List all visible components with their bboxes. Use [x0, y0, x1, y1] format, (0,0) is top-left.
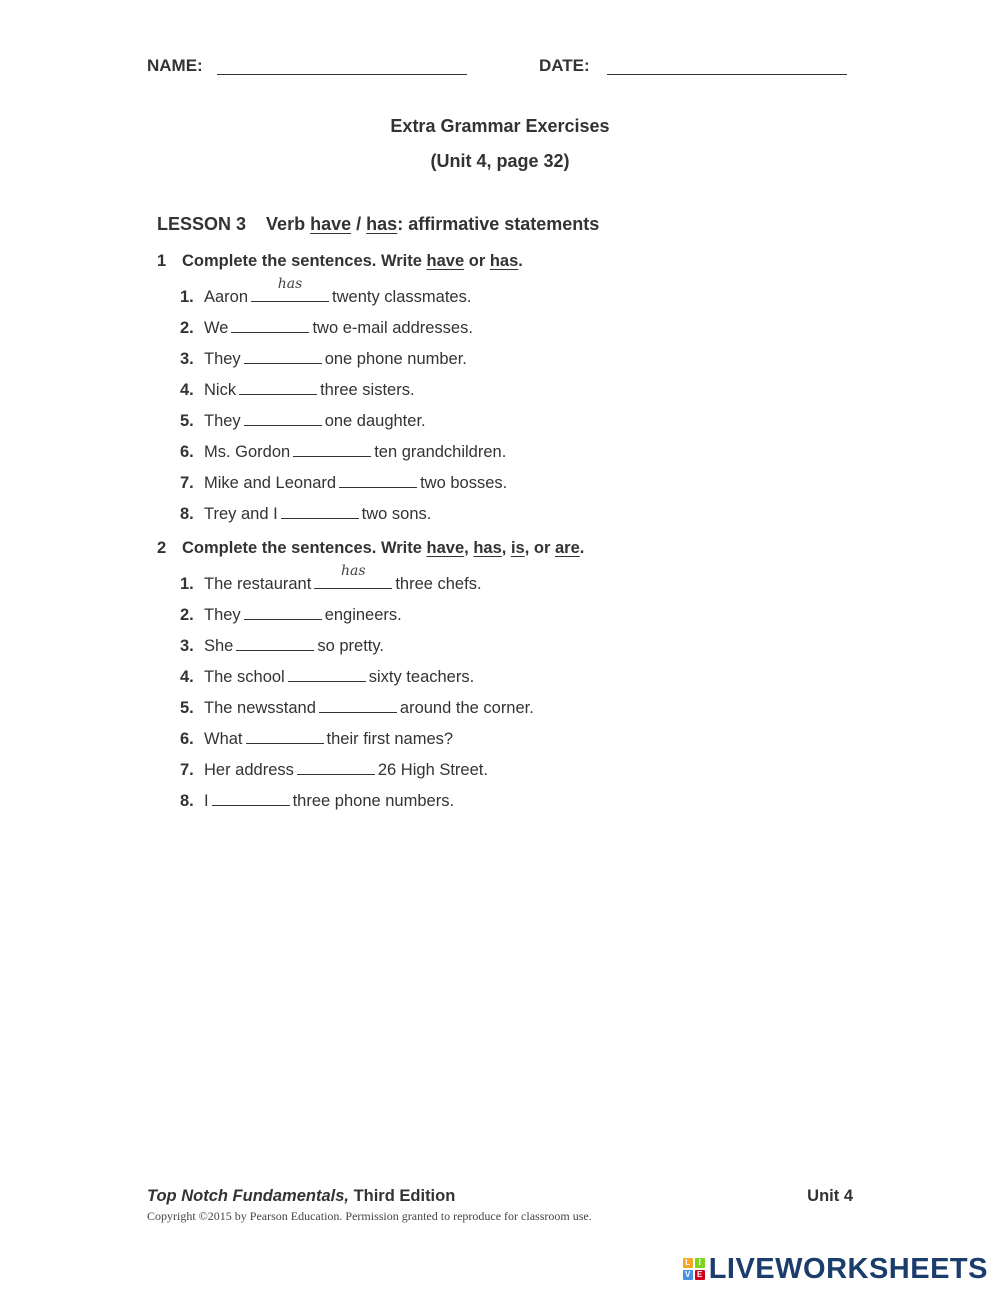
logo-mark-cell: L: [683, 1258, 693, 1268]
page-title: Extra Grammar Exercises: [390, 116, 610, 136]
logo-mark-cell: E: [695, 1270, 705, 1280]
book-title: Top Notch Fundamentals,: [147, 1187, 349, 1205]
item-text-after: ten grandchildren.: [374, 443, 507, 461]
handwritten-answer: has: [341, 563, 366, 579]
answer-blank[interactable]: [251, 276, 329, 302]
exercise-1-or: or: [468, 252, 486, 270]
logo-text: LIVEWORKSHEETS: [708, 1252, 988, 1285]
lesson-prefix: Verb: [266, 214, 306, 234]
answer-blank[interactable]: [239, 376, 317, 395]
handwritten-answer: has: [277, 276, 303, 292]
copyright-notice: Copyright ©2015 by Pearson Education. Permission granted to reproduce for classroom use.: [147, 1209, 592, 1223]
exercise-2-number: 2: [157, 539, 167, 557]
item-number: 2.: [180, 606, 194, 624]
exercise-2-item: [180, 694, 534, 718]
exercise-1-item: [180, 407, 426, 431]
exercise-2-comma: ,: [501, 539, 507, 557]
exercise-2-item: [180, 601, 402, 625]
item-text-after: twenty classmates.: [332, 288, 472, 306]
exercise-1-option-have: have: [426, 252, 465, 270]
item-number: 5.: [180, 412, 194, 430]
item-text-after: two bosses.: [420, 474, 508, 492]
item-number: 4.: [180, 381, 194, 399]
lesson-separator: /: [356, 214, 362, 234]
answer-blank[interactable]: [319, 694, 397, 713]
exercise-2-item: [180, 563, 482, 594]
exercise-1-item: [180, 345, 467, 369]
answer-blank[interactable]: [244, 345, 322, 364]
answer-blank[interactable]: [314, 563, 392, 589]
exercise-2-item: [180, 663, 474, 687]
exercise-1-item: [180, 469, 507, 493]
logo-mark-cell: V: [683, 1270, 693, 1280]
item-text-after: one phone number.: [324, 350, 467, 368]
item-text-after: three chefs.: [395, 575, 482, 593]
answer-blank[interactable]: [339, 469, 417, 488]
answer-blank[interactable]: [297, 756, 375, 775]
exercise-1-option-has: has: [489, 252, 519, 270]
item-text-before: I: [204, 792, 209, 810]
liveworksheets-logo: [683, 1252, 988, 1286]
exercise-1-item: [180, 314, 473, 338]
exercise-2-period: .: [579, 539, 585, 557]
item-text-after: 26 High Street.: [377, 761, 488, 779]
item-number: 3.: [180, 637, 194, 655]
item-number: 7.: [180, 474, 194, 492]
item-number: 6.: [180, 443, 194, 461]
item-number: 8.: [180, 792, 194, 810]
lesson-suffix: : affirmative statements: [397, 214, 600, 234]
exercise-2-item: [180, 787, 454, 811]
exercise-2-or: , or: [524, 539, 551, 557]
answer-blank[interactable]: [244, 407, 322, 426]
item-text-before: What: [204, 730, 243, 748]
item-number: 4.: [180, 668, 194, 686]
exercise-1-item: [180, 276, 472, 307]
item-number: 7.: [180, 761, 194, 779]
exercise-2-item: [180, 632, 384, 656]
exercise-1-item: [180, 438, 506, 462]
item-text-before: Nick: [204, 381, 237, 399]
footer-unit: Unit 4: [807, 1187, 853, 1205]
exercise-2-item: [180, 756, 488, 780]
item-text-after: sixty teachers.: [368, 668, 475, 686]
item-text-before: The school: [204, 668, 285, 686]
exercise-1-item: [180, 500, 431, 524]
item-text-before: Aaron: [204, 288, 249, 306]
item-text-after: so pretty.: [317, 637, 384, 655]
logo-mark-icon: [683, 1258, 705, 1280]
item-text-before: Her address: [204, 761, 294, 779]
item-text-after: their first names?: [326, 730, 454, 748]
exercise-1-instruction: Complete the sentences. Write: [182, 252, 422, 270]
answer-blank[interactable]: [244, 601, 322, 620]
exercise-2-instruction: Complete the sentences. Write: [182, 539, 422, 557]
exercise-2-heading: [157, 539, 584, 558]
logo-mark-cell: I: [695, 1258, 705, 1268]
item-text-after: two e-mail addresses.: [312, 319, 473, 337]
answer-blank[interactable]: [236, 632, 314, 651]
name-field[interactable]: [217, 74, 467, 75]
item-text-before: We: [204, 319, 229, 337]
item-text-before: Mike and Leonard: [204, 474, 337, 492]
item-text-after: two sons.: [361, 505, 432, 523]
lesson-word-have: have: [310, 214, 352, 234]
item-number: 5.: [180, 699, 194, 717]
item-text-after: three sisters.: [320, 381, 415, 399]
item-text-after: around the corner.: [399, 699, 534, 717]
item-number: 1.: [180, 288, 194, 306]
date-field[interactable]: [607, 74, 847, 75]
exercise-2-option-have: have: [426, 539, 465, 557]
answer-blank[interactable]: [231, 314, 309, 333]
exercise-1-period: .: [518, 252, 523, 270]
item-text-before: She: [204, 637, 234, 655]
answer-blank[interactable]: [281, 500, 359, 519]
answer-blank[interactable]: [246, 725, 324, 744]
exercise-2-option-is: is: [510, 539, 525, 557]
item-number: 1.: [180, 575, 194, 593]
exercise-1-item: [180, 376, 415, 400]
item-number: 6.: [180, 730, 194, 748]
answer-blank[interactable]: [288, 663, 366, 682]
exercise-1-number: 1: [157, 252, 167, 270]
lesson-number: LESSON 3: [157, 214, 247, 234]
lesson-heading: [157, 214, 599, 235]
lesson-word-has: has: [366, 214, 398, 234]
book-edition: Third Edition: [348, 1187, 456, 1205]
answer-blank[interactable]: [212, 787, 290, 806]
name-label: NAME:: [147, 56, 203, 75]
item-number: 2.: [180, 319, 194, 337]
exercise-2-option-are: are: [554, 539, 580, 557]
item-text-after: engineers.: [324, 606, 402, 624]
date-label: DATE:: [539, 56, 590, 75]
item-text-before: Ms. Gordon: [204, 443, 291, 461]
exercise-2-item: [180, 725, 453, 749]
item-number: 3.: [180, 350, 194, 368]
item-text-after: one daughter.: [324, 412, 426, 430]
item-text-before: The restaurant: [204, 575, 312, 593]
item-text-before: The newsstand: [204, 699, 316, 717]
footer-book-title: [147, 1187, 455, 1206]
exercise-2-option-has: has: [473, 539, 502, 557]
exercise-1-heading: [157, 252, 523, 271]
page-subtitle: (Unit 4, page 32): [430, 151, 570, 171]
answer-blank[interactable]: [293, 438, 371, 457]
item-text-before: They: [204, 350, 241, 368]
exercise-2-comma: ,: [464, 539, 469, 557]
item-text-before: Trey and I: [204, 505, 278, 523]
item-number: 8.: [180, 505, 194, 523]
item-text-before: They: [204, 606, 241, 624]
item-text-after: three phone numbers.: [292, 792, 455, 810]
item-text-before: They: [204, 412, 241, 430]
